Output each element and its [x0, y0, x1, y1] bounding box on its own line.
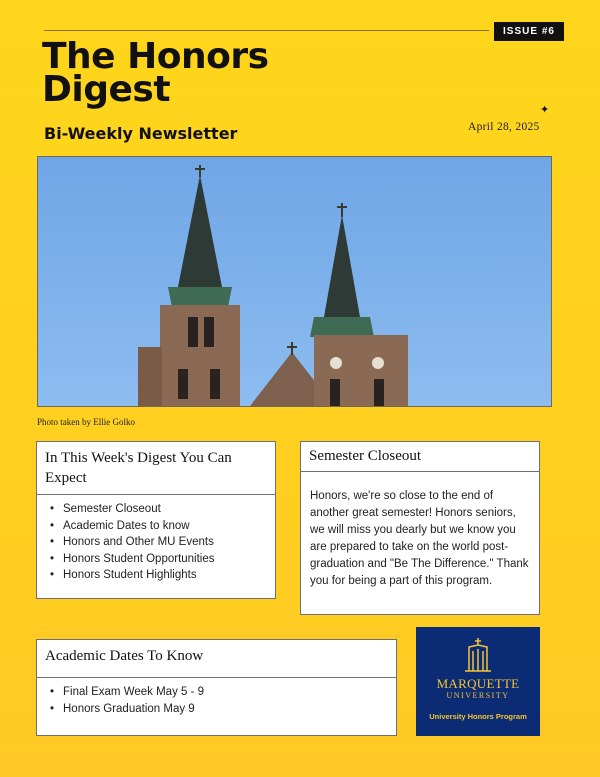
- list-item: • Honors Student Highlights: [63, 567, 275, 584]
- semester-closeout-body: Honors, we're so close to the end of another great semester! Honors seniors, we will miss you dearly but we know you are prepared to take on the world post-graduation and "Be The Difference." Thank you for being a part of this program.: [310, 490, 529, 587]
- list-item: • Final Exam Week May 5 - 9: [63, 684, 396, 701]
- issue-badge: ISSUE #6: [494, 22, 564, 41]
- list-item: • Honors and Other MU Events: [63, 534, 275, 551]
- newsletter-subtitle: Bi-Weekly Newsletter: [44, 124, 238, 143]
- marquette-honors-logo: [416, 627, 540, 736]
- list-item: • Semester Closeout: [63, 501, 275, 518]
- marquette-crest-icon: [461, 637, 495, 673]
- list-item: • Honors Student Opportunities: [63, 551, 275, 568]
- academic-dates-box: [36, 639, 397, 736]
- top-divider: [44, 30, 489, 31]
- digest-contents-list: [37, 495, 275, 584]
- list-item: • Academic Dates to know: [63, 518, 275, 535]
- logo-university: UNIVERSITY: [446, 691, 510, 700]
- title-line-1: The Honors: [42, 36, 269, 77]
- newsletter-title: [42, 36, 342, 110]
- logo-program: University Honors Program: [429, 712, 527, 721]
- semester-closeout-box: [300, 441, 540, 615]
- academic-dates-list: [37, 678, 396, 717]
- title-line-2: Digest: [42, 69, 171, 110]
- photo-caption: Photo taken by Ellie Golko: [37, 417, 135, 427]
- sparkle-icon: ✦: [540, 104, 550, 116]
- semester-closeout-title: Semester Closeout: [301, 442, 539, 472]
- logo-name: MARQUETTE: [436, 676, 520, 691]
- list-item: • Honors Graduation May 9: [63, 701, 396, 718]
- digest-contents-box: [36, 441, 276, 599]
- cover-photo: [37, 156, 552, 407]
- issue-date: April 28, 2025: [468, 121, 540, 133]
- digest-contents-title: In This Week's Digest You Can Expect: [37, 442, 275, 495]
- academic-dates-title: Academic Dates To Know: [37, 640, 396, 678]
